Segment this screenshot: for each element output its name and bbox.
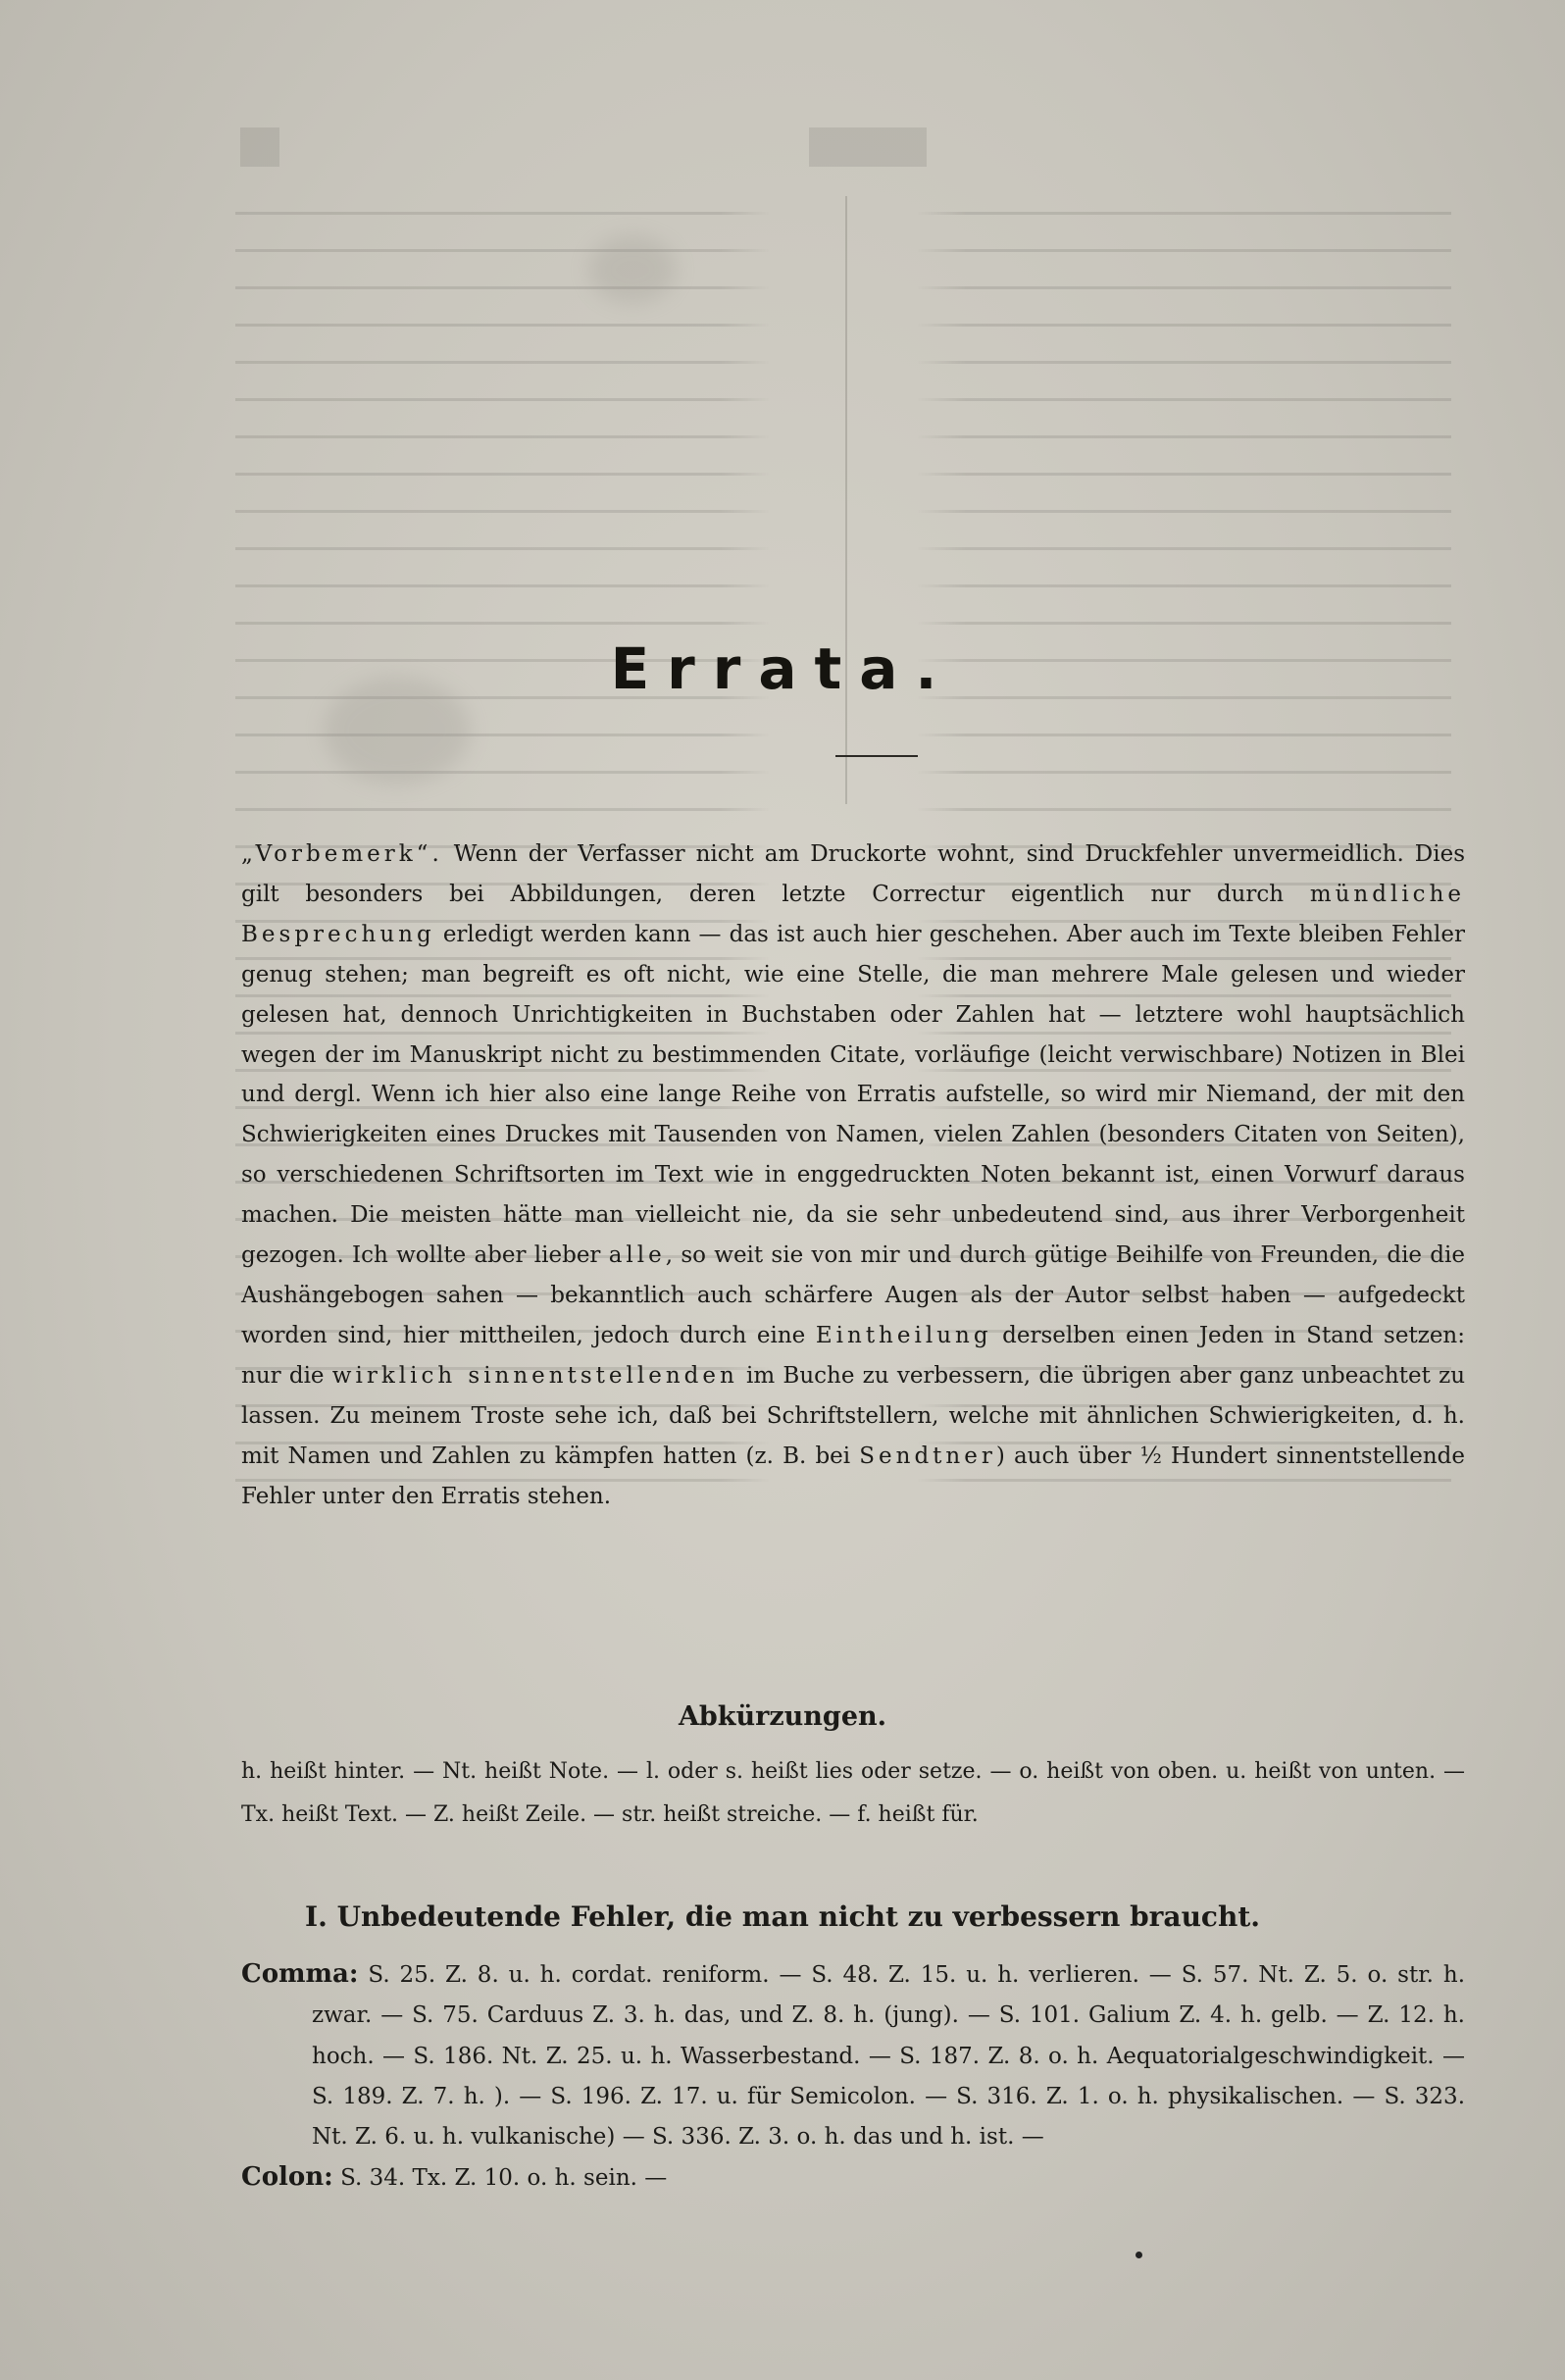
preface-emphasis: wirklich sinnentstellenden — [331, 1362, 738, 1389]
preface-text: ) auch über ½ Hundert sinnentstellende Fehler unter den Erratis stehen. — [241, 1443, 1465, 1509]
preface-emphasis: Sendtner — [859, 1443, 996, 1469]
title-divider — [835, 755, 918, 757]
preface-text: , so weit sie von mir und durch gütige Beihilfe von Freunden, die die Aushängebogen sahen — bekanntlich auch schärfere Augen als der Autor selbst haben — aufgedeckt worden sind, hier mittheilen, jedoch durch eine — [241, 1242, 1465, 1348]
preface-emphasis: Eintheilung — [815, 1322, 992, 1348]
errata-entry-text: S. 34. Tx. Z. 10. o. h. sein. — — [332, 2165, 668, 2192]
abbreviations-heading: Abkürzungen. — [678, 1701, 887, 1732]
section-heading: I. Unbedeutende Fehler, die man nicht zu verbessern braucht. — [304, 1900, 1261, 1933]
ink-speck — [1136, 2252, 1142, 2258]
paper-stain — [588, 235, 677, 304]
preface-text: erledigt werden kann — das ist auch hier geschehen. Aber auch im Texte bleiben Fehler genug stehen; man begreift es oft nicht, wie eine Stelle, die man mehrere Male gelesen und wieder gelesen hat, dennoch Unrichtigkeiten in Buchstaben oder Zahlen hat — letztere wohl hauptsächlich wegen der im Manuskript nicht zu bestimmenden Citate, vorläufige (leicht verwischbare) Notizen in Blei und dergl. Wenn ich hier also eine lange Reihe von Erratis aufstelle, so wird mir Niemand, der mit den Schwierigkeiten eines Druckes mit Tausenden von Namen, vielen Zahlen (besonders Citaten von Seiten), so verschiedenen Schriftsorten im Text wie in enggedruckten Noten bekannt ist, einen Vorwurf daraus machen. Die meisten hätte man vielleicht nie, da sie sehr unbedeutend sind, aus ihrer Verborgenheit gezogen. Ich wollte aber lieber — [241, 921, 1465, 1269]
errata-list — [241, 1954, 1465, 2200]
show-through-header — [240, 127, 1476, 167]
errata-entry-text: S. 25. Z. 8. u. h. cordat. reniform. — S. 48. Z. 15. u. h. verlieren. — S. 57. Nt. Z. 5. o. str. h. zwar. — S. 75. Carduus Z. 3. h. das, und Z. 8. h. (jung). — S. 101. Galium Z. 4. h. gelb. — Z. 12. h. hoch. — S. 186. Nt. Z. 25. u. h. Wasserbestand. — S. 187. Z. 8. o. h. Aequatorialgeschwindigkeit. — S. 189. Z. 7. h. ). — S. 196. Z. 17. u. für Semicolon. — S. 316. Z. 1. o. h. physikalischen. — S. 323. Nt. Z. 6. u. h. vulkanische) — S. 336. Z. 3. o. h. das und h. ist. — — [312, 1962, 1465, 2151]
preface-emphasis: mündliche Besprechung — [241, 881, 1465, 947]
errata-term: Comma: — [241, 1959, 359, 1989]
errata-entry-colon — [241, 2157, 1465, 2199]
errata-term: Colon: — [241, 2162, 333, 2193]
preface-text: derselben einen Jeden in Stand setzen: nur die — [241, 1322, 1465, 1389]
preface-text: Wenn der Verfasser nicht am Druckorte wohnt, sind Druckfehler unvermeidlich. Dies gilt besonders bei Abbildungen, deren letzte Correctur eigentlich nur durch — [241, 841, 1465, 907]
page-title: Errata. — [610, 635, 955, 702]
preface-paragraph — [241, 835, 1465, 1516]
preface-text: im Buche zu verbessern, die übrigen aber ganz unbeachtet zu lassen. Zu meinem Troste sehe ich, daß bei Schriftstellern, welche mit ähnlichen Schwierigkeiten, d. h. mit Namen und Zahlen zu kämpfen hatten (z. B. bei — [241, 1362, 1466, 1469]
errata-entry-comma — [241, 1954, 1465, 2157]
preface-emphasis: alle — [608, 1242, 666, 1269]
abbreviations-text: h. heißt hinter. — Nt. heißt Note. — l. oder s. heißt lies oder setze. — o. heißt von oben. u. heißt von unten. — Tx. heißt Text. — Z. heißt Zeile. — str. heißt streiche. — f. heißt für. — [241, 1759, 1465, 1827]
preface-lead: „Vorbemerk“. — [241, 841, 443, 867]
show-through-column-rule — [845, 196, 847, 804]
